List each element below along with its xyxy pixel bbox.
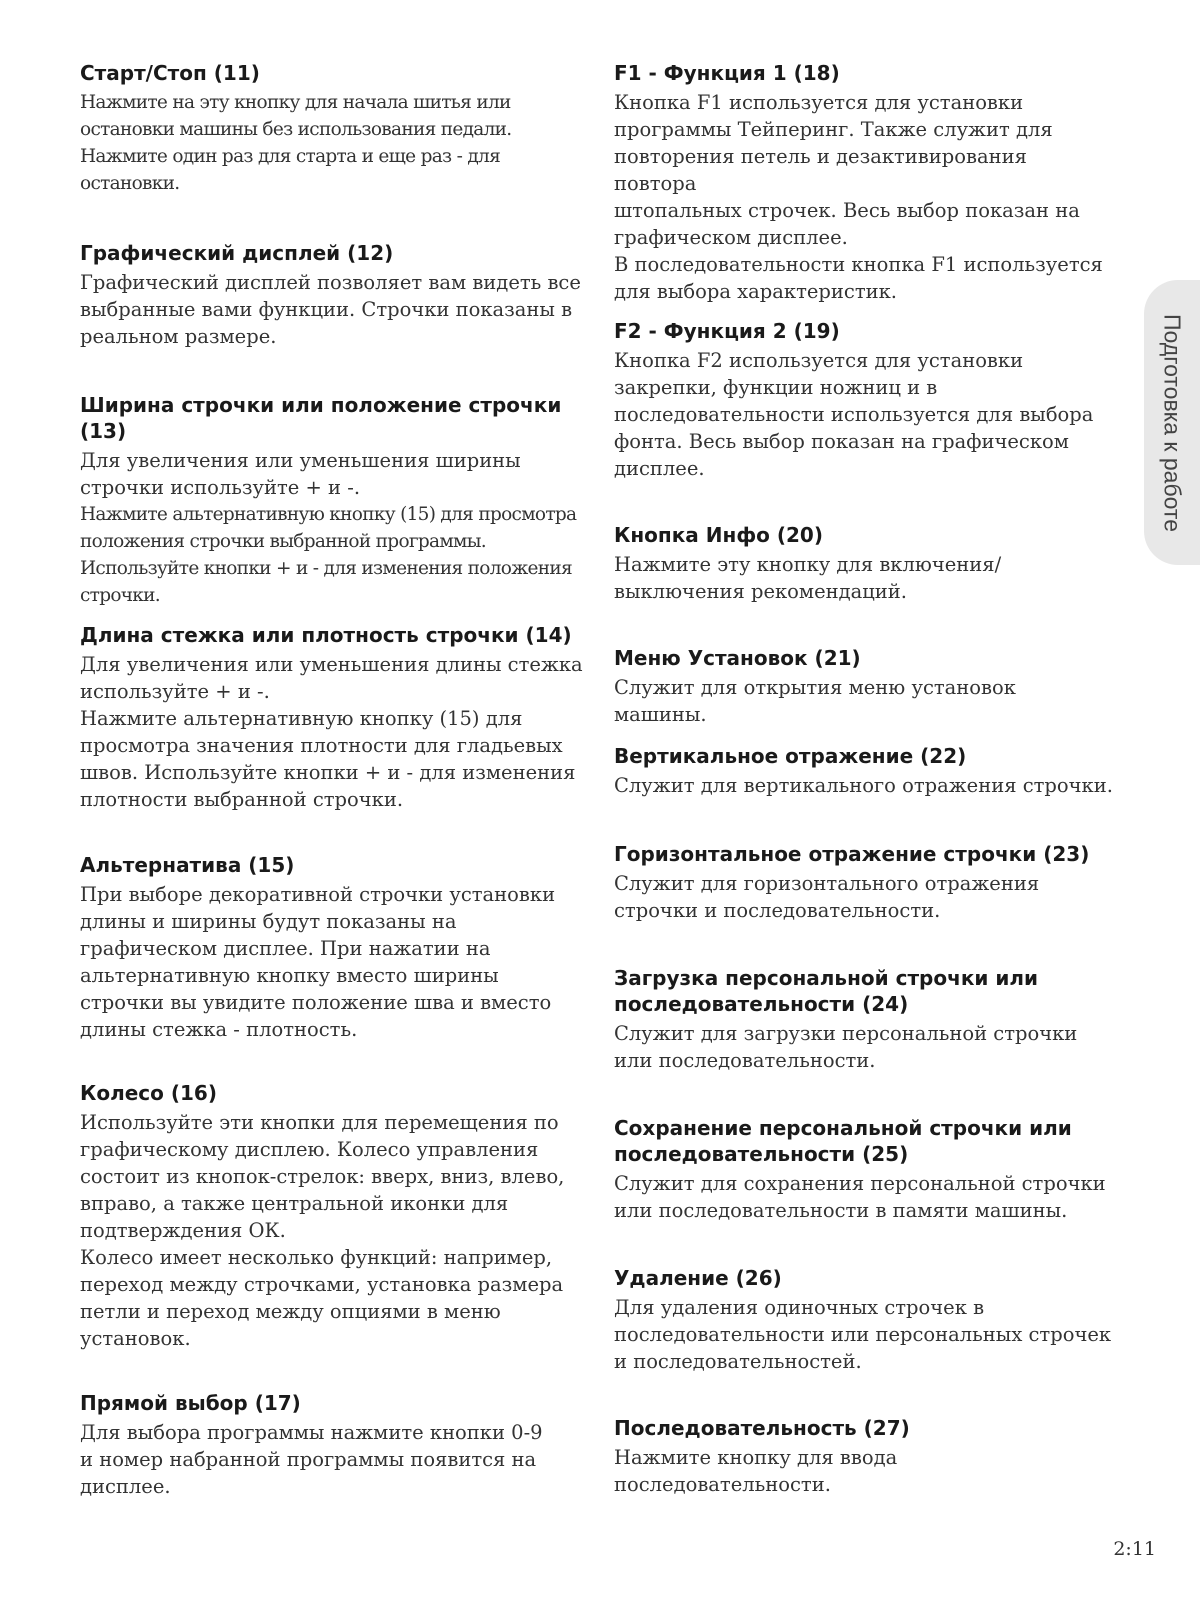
section-text: Служит для вертикального отражения строчки. xyxy=(614,774,1113,797)
section-graphic-display xyxy=(80,240,600,350)
section-f1 xyxy=(614,60,1114,305)
section-delete xyxy=(614,1265,1114,1375)
section-title: Сохранение персональной строчки или последовательности (25) xyxy=(614,1116,1072,1166)
section-text: Графический дисплей позволяет вам видеть все выбранные вами функции. Строчки показаны в реальном размере. xyxy=(80,271,581,348)
section-text: Нажмите альтернативную кнопку (15) для просмотра положения строчки выбранной программы. Используйте кнопки + и - для изменения положения строчки. xyxy=(80,504,577,606)
section-start-stop xyxy=(80,60,600,197)
section-title: Загрузка персональной строчки или последовательности (24) xyxy=(614,966,1039,1016)
section-text: Служит для открытия меню установок машины. xyxy=(614,676,1016,726)
section-title: Вертикальное отражение (22) xyxy=(614,744,967,768)
section-title: Колесо (16) xyxy=(80,1081,217,1105)
page-number: 2:11 xyxy=(1113,1538,1156,1560)
section-text: Нажмите кнопку для ввода последовательности. xyxy=(614,1446,898,1496)
section-alternative xyxy=(80,852,600,1043)
section-text: Служит для горизонтального отражения строчки и последовательности. xyxy=(614,872,1040,922)
section-text: При выборе декоративной строчки установки длины и ширины будут показаны на графическом дисплее. При нажатии на альтернативную кнопку вместо ширины строчки вы увидите положение шва и вместо длины стежка - плотность. xyxy=(80,883,556,1041)
section-title: Длина стежка или плотность строчки (14) xyxy=(80,623,572,647)
section-save-personal xyxy=(614,1115,1114,1224)
section-title: F1 - Функция 1 (18) xyxy=(614,61,840,85)
section-wheel xyxy=(80,1080,600,1352)
section-title: Кнопка Инфо (20) xyxy=(614,523,823,547)
section-title: Последовательность (27) xyxy=(614,1416,910,1440)
section-text: Служит для сохранения персональной строчки или последовательности в памяти машины. xyxy=(614,1172,1106,1222)
section-text: Для удаления одиночных строчек в последовательности или персональных строчек и последовательностей. xyxy=(614,1296,1112,1373)
section-vertical-mirror xyxy=(614,743,1114,799)
section-text: Служит для загрузки персональной строчки или последовательности. xyxy=(614,1022,1078,1072)
chapter-tab xyxy=(1144,280,1200,565)
section-title: Меню Установок (21) xyxy=(614,646,861,670)
section-title: Горизонтальное отражение строчки (23) xyxy=(614,842,1090,866)
section-title: F2 - Функция 2 (19) xyxy=(614,319,840,343)
section-text: Для увеличения или уменьшения ширины строчки используйте + и -. xyxy=(80,449,521,499)
section-f2 xyxy=(614,318,1114,482)
section-title: Альтернатива (15) xyxy=(80,853,295,877)
section-load-personal xyxy=(614,965,1114,1074)
section-text: Нажмите на эту кнопку для начала шитья или остановки машины без использования педали. Нажмите один раз для старта и еще раз - для остановки. xyxy=(80,92,512,194)
section-title: Удаление (26) xyxy=(614,1266,782,1290)
section-text: Нажмите эту кнопку для включения/ выключения рекомендаций. xyxy=(614,553,1002,603)
section-text: Используйте эти кнопки для перемещения по графическому дисплею. Колесо управления состоит из кнопок-стрелок: вверх, вниз, влево, вправо, а также центральной иконки для подтверждения ОК. Колесо имеет несколько функций: например, переход между строчками, установка размера петли и переход между опциями в меню установок. xyxy=(80,1111,565,1350)
section-title: Старт/Стоп (11) xyxy=(80,61,260,85)
section-stitch-length xyxy=(80,622,600,813)
section-direct-select xyxy=(80,1390,600,1500)
section-stitch-width xyxy=(80,392,600,609)
section-info xyxy=(614,522,1114,605)
chapter-tab-label: Подготовка к работе xyxy=(1159,313,1186,532)
section-text: Кнопка F1 используется для установки программы Тейперинг. Также служит для повторения петель и дезактивирования повтора штопальных строчек. Весь выбор показан на графическом дисплее. В последовательности кнопка F1 используется для выбора характеристик. xyxy=(614,91,1103,303)
section-settings-menu xyxy=(614,645,1114,728)
section-text: Кнопка F2 используется для установки закрепки, функции ножниц и в последовательности используется для выбора фонта. Весь выбор показан на графическом дисплее. xyxy=(614,349,1094,480)
section-title: Ширина строчки или положение строчки (13) xyxy=(80,393,562,443)
section-text: Для увеличения или уменьшения длины стежка используйте + и -. Нажмите альтернативную кнопку (15) для просмотра значения плотности для гладьевых швов. Используйте кнопки + и - для изменения плотности выбранной строчки. xyxy=(80,653,583,811)
section-sequence xyxy=(614,1415,1114,1498)
section-text: Для выбора программы нажмите кнопки 0-9 и номер набранной программы появится на дисплее. xyxy=(80,1421,543,1498)
section-horizontal-mirror xyxy=(614,841,1114,924)
section-title: Графический дисплей (12) xyxy=(80,241,394,265)
section-title: Прямой выбор (17) xyxy=(80,1391,301,1415)
